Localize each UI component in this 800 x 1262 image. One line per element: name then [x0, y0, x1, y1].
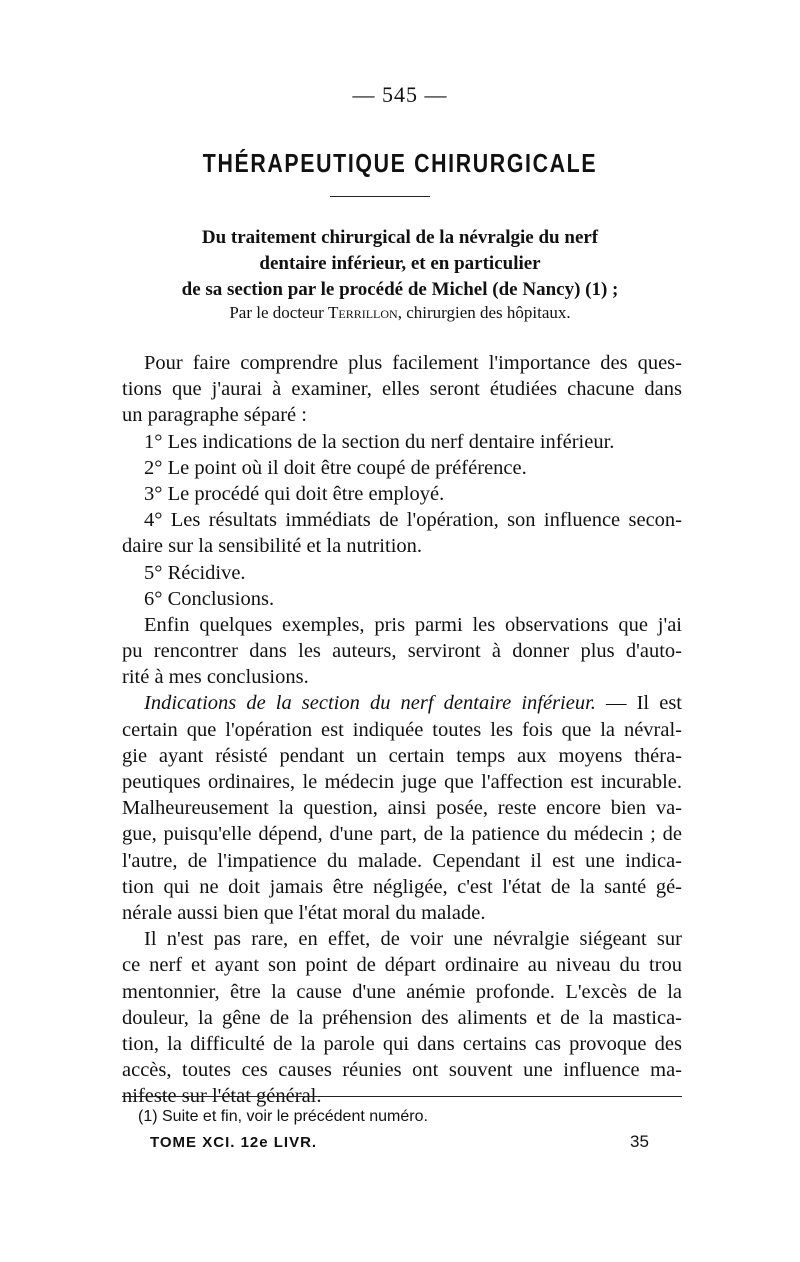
byline-suffix: , chirurgien des hôpitaux.: [397, 303, 571, 322]
body-line: tion qui ne doit jamais être négligée, c'est l'état de la santé gé-: [122, 875, 682, 898]
list-item: 1° Les indications de la section du nerf dentaire inférieur.: [144, 430, 615, 453]
byline-prefix: Par le docteur: [229, 303, 328, 322]
body-text: [122, 350, 682, 1109]
body-line: tions que j'aurai à examiner, elles seront étudiées chacune dans: [122, 378, 682, 401]
body-line: certain que l'opération est indiquée toutes les fois que la névral-: [122, 718, 682, 741]
article-title-line: de sa section par le procédé de Michel (de Nancy) (1) ;: [181, 279, 619, 300]
body-line: Malheureusement la question, ainsi posée, reste encore bien va-: [122, 797, 682, 820]
body-line: nérale aussi bien que l'état moral du malade.: [122, 901, 486, 924]
body-line: Il n'est pas rare, en effet, de voir une névralgie siégeant sur: [144, 928, 682, 951]
body-line: nifeste sur l'état général.: [122, 1085, 322, 1108]
list-item: 3° Le procédé qui doit être employé.: [144, 482, 445, 505]
list-item: 2° Le point où il doit être coupé de préférence.: [144, 456, 527, 479]
list-item: 5° Récidive.: [144, 561, 246, 584]
body-line: rité à mes conclusions.: [122, 666, 309, 689]
indications-heading-rest: — Il est: [595, 692, 682, 715]
body-line: tion, la difficulté de la parole qui dans certains cas provoque des: [122, 1032, 682, 1055]
body-line: gie ayant résisté pendant un certain temps aux moyens théra-: [122, 744, 682, 767]
article-title: [100, 225, 700, 303]
footnote-divider: [122, 1096, 682, 1097]
footnote: (1) Suite et fin, voir le précédent numéro.: [138, 1108, 428, 1125]
section-title: THÉRAPEUTIQUE CHIRURGICALE: [202, 148, 598, 178]
body-line: peutiques ordinaires, le médecin juge que l'affection est incurable.: [122, 771, 682, 793]
article-title-line: Du traitement chirurgical de la névralgie du nerf: [201, 227, 599, 248]
body-line: un paragraphe séparé :: [122, 404, 307, 427]
body-line: l'autre, de l'impatience du malade. Cependant il est une indica-: [122, 849, 682, 872]
title-divider: [330, 196, 430, 197]
body-line: mentonnier, être la cause d'une anémie profonde. L'excès de la: [122, 980, 682, 1003]
list-item: 6° Conclusions.: [144, 587, 275, 610]
byline: [100, 303, 700, 323]
indications-heading-line: [122, 690, 682, 716]
byline-author: Terrillon: [327, 303, 398, 322]
article-title-line: dentaire inférieur, et en particulier: [259, 253, 541, 274]
page-number: — 545 —: [352, 82, 448, 107]
body-line: pu rencontrer dans les auteurs, serviront à donner plus d'auto-: [122, 640, 682, 663]
indications-heading: Indications de la section du nerf dentaire inférieur.: [144, 692, 596, 715]
body-line: Enfin quelques exemples, pris parmi les observations que j'ai: [144, 613, 682, 636]
signature-number: 35: [630, 1132, 649, 1151]
volume-signature: TOME XCI. 12e LIVR.: [150, 1134, 318, 1151]
body-line: Pour faire comprendre plus facilement l'importance des ques-: [144, 352, 682, 374]
body-line: ce nerf et ayant son point de départ ordinaire au niveau du trou: [122, 954, 682, 977]
list-item: 4° Les résultats immédiats de l'opération, son influence secon-: [144, 509, 682, 532]
body-line: douleur, la gêne de la préhension des aliments et de la mastica-: [122, 1006, 682, 1029]
body-line: daire sur la sensibilité et la nutrition.: [122, 535, 423, 558]
body-line: accès, toutes ces causes réunies ont souvent une influence ma-: [122, 1059, 682, 1082]
body-line: gue, puisqu'elle dépend, d'une part, de la patience du médecin ; de: [122, 823, 682, 846]
